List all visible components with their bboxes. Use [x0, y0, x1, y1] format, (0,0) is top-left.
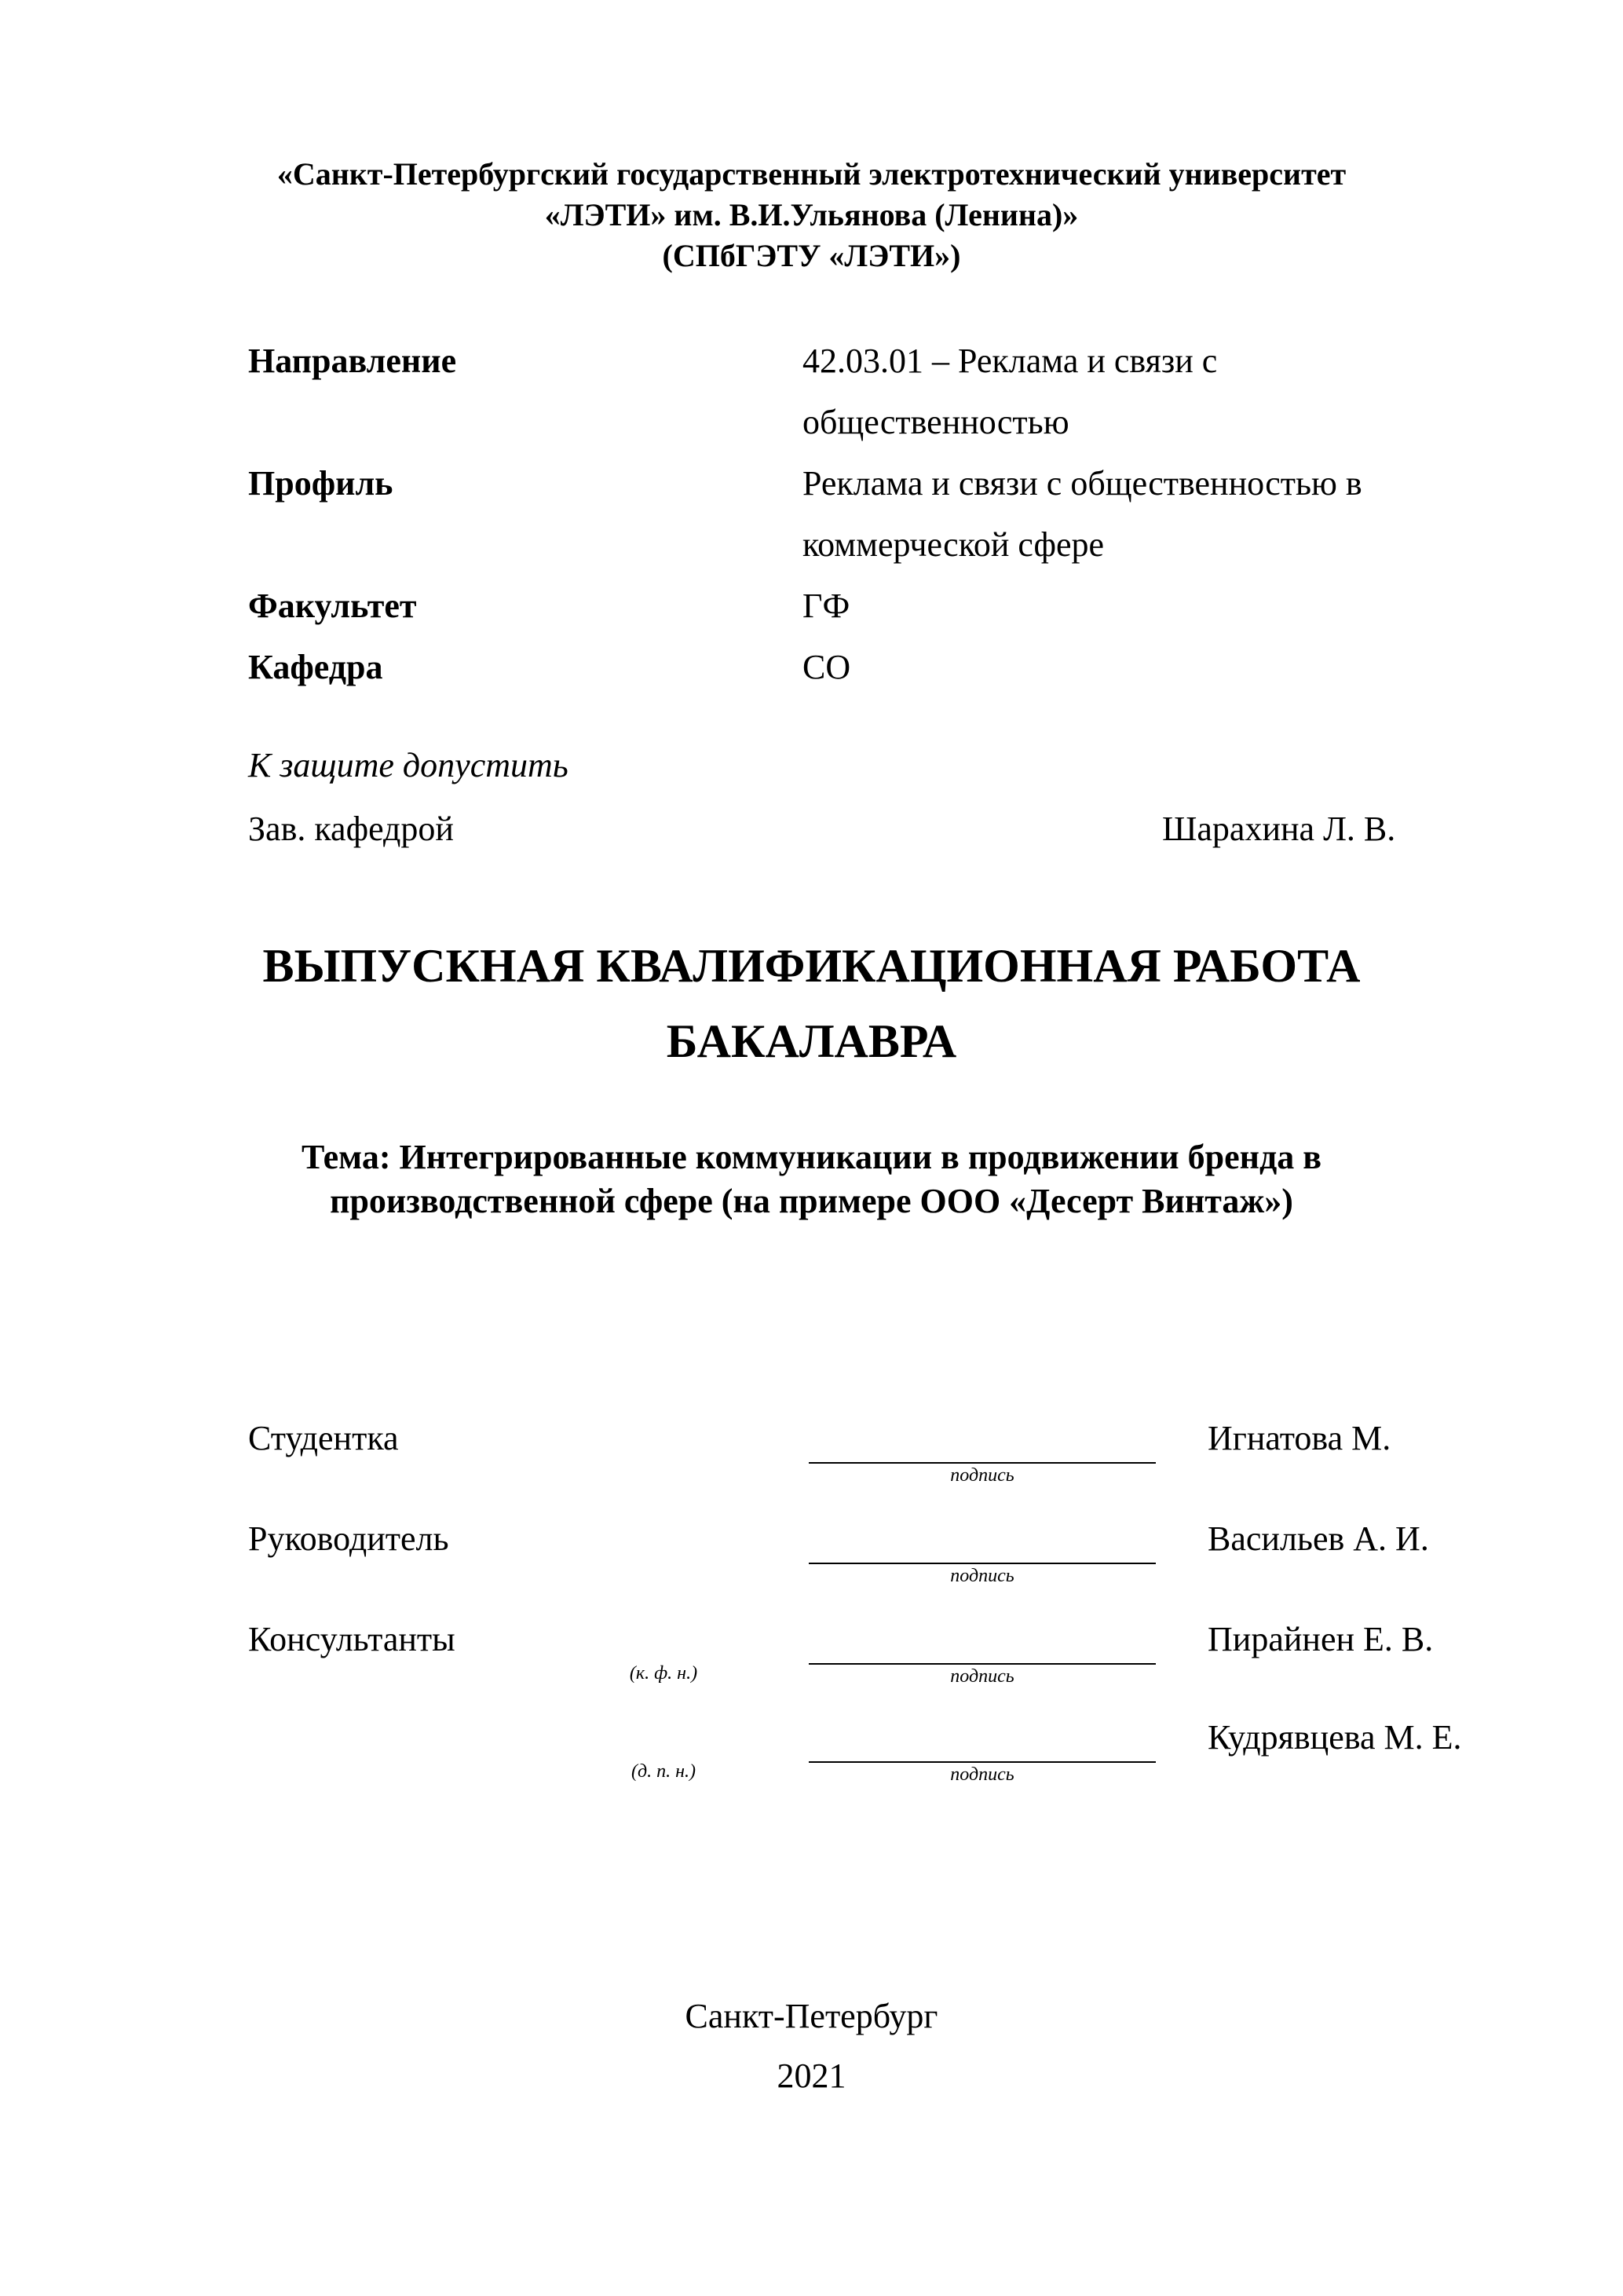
theme-line1: Тема: Интегрированные коммуникации в продвижении бренда в: [301, 1138, 1322, 1176]
consultant-degree: (д. п. н.): [631, 1761, 696, 1782]
work-title-line1: ВЫПУСКНАЯ КВАЛИФИКАЦИОННАЯ РАБОТА: [262, 940, 1361, 992]
signature-name-consultant-1: Пирайнен Е. В.: [1208, 1620, 1434, 1658]
field-value-direction-line2: общественностью: [802, 403, 1069, 441]
year: 2021: [777, 2057, 846, 2095]
university-abbreviation: (СПбГЭТУ «ЛЭТИ»): [662, 238, 961, 273]
field-label-profile: Профиль: [248, 464, 393, 503]
theme-line2: производственной сфере (на примере ООО «Десерт Винтаж»): [330, 1182, 1293, 1220]
signature-caption: подпись: [950, 1764, 1014, 1785]
field-value-profile-line2: коммерческой сфере: [802, 525, 1105, 564]
signature-role-student: Студентка: [248, 1419, 399, 1457]
field-label-direction: Направление: [248, 342, 457, 380]
signature-name-student: Игнатова М.: [1208, 1419, 1391, 1457]
consultant-degree: (к. ф. н.): [629, 1663, 698, 1684]
signature-role-consultants: Консультанты: [248, 1620, 455, 1658]
signature-line-student: [809, 1462, 1156, 1464]
department-head-name: Шарахина Л. В.: [1162, 810, 1396, 848]
signature-caption: подпись: [950, 1566, 1014, 1586]
university-name-line2: «ЛЭТИ» им. В.И.Ульянова (Ленина)»: [544, 197, 1079, 232]
work-title-line2: БАКАЛАВРА: [666, 1015, 957, 1067]
field-label-faculty: Факультет: [248, 587, 417, 625]
signature-name-supervisor: Васильев А. И.: [1208, 1519, 1429, 1558]
signature-caption: подпись: [950, 1465, 1014, 1486]
field-value-direction-line1: 42.03.01 – Реклама и связи с: [802, 342, 1218, 380]
signature-caption: подпись: [950, 1666, 1014, 1687]
signature-line-consultant-1: [809, 1663, 1156, 1665]
department-head-role: Зав. кафедрой: [248, 810, 454, 848]
field-value-profile-line1: Реклама и связи с общественностью в: [802, 464, 1362, 503]
field-label-department: Кафедра: [248, 648, 383, 686]
signature-name-consultant-2: Кудрявцева М. Е.: [1208, 1718, 1462, 1757]
field-value-department: СО: [802, 648, 851, 686]
admit-to-defense-text: К защите допустить: [248, 746, 568, 784]
city: Санкт-Петербург: [685, 1997, 938, 2035]
field-value-faculty: ГФ: [802, 587, 850, 625]
signature-role-supervisor: Руководитель: [248, 1519, 449, 1558]
signature-line-consultant-2: [809, 1761, 1156, 1763]
signature-line-supervisor: [809, 1563, 1156, 1564]
university-name-line1: «Санкт-Петербургский государственный электротехнический университет: [276, 156, 1347, 192]
